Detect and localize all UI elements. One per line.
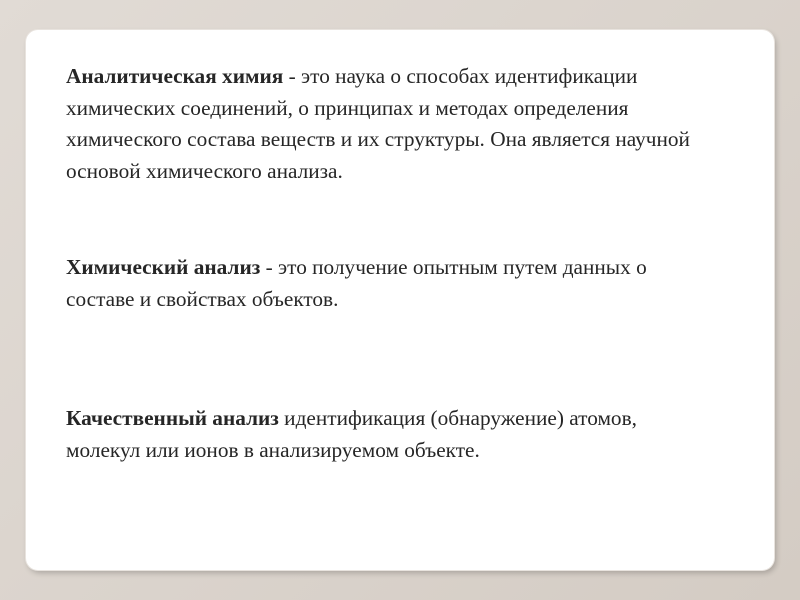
slide-card bbox=[26, 30, 774, 570]
definition-text: - это получение опытным путем данных о составе и свойствах объектов. bbox=[66, 255, 647, 311]
definition-qualitative-analysis bbox=[66, 403, 706, 466]
term-analytical-chemistry: Аналитическая химия bbox=[66, 64, 284, 88]
definition-text: - это наука о способах идентификации химических соединений, о принципах и методах определения химического состава веществ и их структуры. Она является научной основой химического анализа. bbox=[66, 64, 690, 183]
definition-text: идентификация (обнаружение) атомов, молекул или ионов в анализируемом объекте. bbox=[66, 406, 637, 462]
term-chemical-analysis: Химический анализ bbox=[66, 255, 261, 279]
definition-chemical-analysis bbox=[66, 252, 706, 315]
definition-analytical-chemistry bbox=[66, 61, 706, 187]
term-qualitative-analysis: Качественный анализ bbox=[66, 406, 279, 430]
